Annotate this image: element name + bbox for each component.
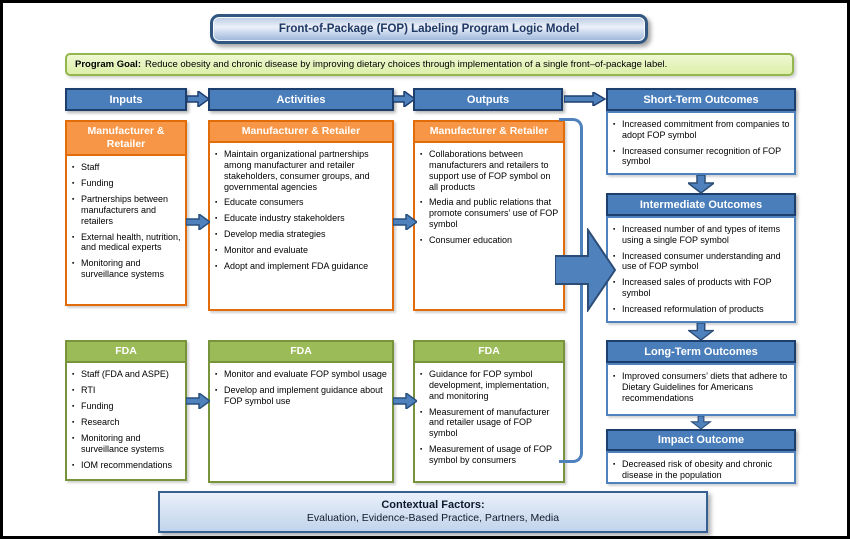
box-header: FDA (67, 342, 185, 363)
bullet-text: Monitor and evaluate (224, 245, 309, 256)
bullet-list (210, 363, 392, 414)
flow-header-inputs (65, 88, 187, 111)
bullet-icon: ▪ (420, 445, 423, 453)
flow-header-outputs-label: Outputs (466, 93, 510, 106)
bullet-icon: ▪ (72, 435, 75, 443)
list-item (420, 444, 560, 466)
outcome-header-impact (606, 429, 796, 451)
list-item (613, 371, 791, 403)
program-goal-text: Reduce obesity and chronic disease by improving dietary choices through implementation of a single front–of-package label. (145, 59, 668, 70)
list-item (72, 258, 182, 280)
list-item (72, 369, 182, 380)
list-item (613, 224, 791, 246)
bullet-icon: ▪ (613, 461, 616, 468)
bullet-text: IOM recommendations (81, 459, 173, 470)
bullet-text: Develop media strategies (224, 229, 326, 240)
bullet-text: Measurement of manufacturer and retailer usage of FOP symbol (429, 406, 550, 439)
contextual-factors-label: Contextual Factors: (381, 499, 485, 512)
bullet-icon: ▪ (72, 180, 75, 188)
list-item (215, 229, 389, 240)
list-item (215, 149, 389, 192)
outcome-body-intermediate (606, 216, 796, 323)
outcome-header-label: Impact Outcome (657, 434, 745, 446)
outcome-header-label: Intermediate Outcomes (639, 198, 763, 211)
box-outputs-manufacturer-retailer (413, 120, 565, 311)
bullet-list (210, 143, 392, 279)
list-item (420, 149, 560, 192)
bullet-text: Measurement of usage of FOP symbol by consumers (429, 443, 552, 465)
list-item (613, 251, 791, 273)
bullet-icon: ▪ (420, 236, 423, 244)
box-header: Manufacturer & Retailer (67, 122, 185, 156)
box-header: Manufacturer & Retailer (415, 122, 563, 143)
bullet-text: Educate industry stakeholders (224, 213, 345, 224)
list-item (420, 407, 560, 439)
bullet-list (608, 365, 794, 410)
list-item (72, 162, 182, 173)
list-item (72, 178, 182, 189)
list-item (72, 433, 182, 455)
bullet-text: RTI (81, 385, 96, 396)
bullet-text: Guidance for FOP symbol development, implementation, and monitoring (429, 369, 550, 401)
bullet-text: Funding (81, 178, 114, 189)
bullet-list (608, 453, 794, 488)
arrow-activities-to-outputs (393, 91, 415, 107)
box-header: FDA (415, 342, 563, 363)
bullet-icon: ▪ (215, 151, 218, 159)
bullet-icon: ▪ (613, 279, 616, 287)
list-item (72, 401, 182, 412)
bullet-text: Adopt and implement FDA guidance (224, 261, 369, 272)
list-item (72, 417, 182, 428)
arrow-intermediate-to-long-term (688, 323, 714, 340)
bullet-list (415, 143, 563, 253)
bullet-icon: ▪ (613, 147, 616, 155)
flow-header-activities (208, 88, 394, 111)
bullet-icon: ▪ (613, 226, 616, 233)
list-item (72, 194, 182, 226)
arrow-long-term-to-impact (688, 416, 714, 429)
list-item (613, 277, 791, 299)
bullet-icon: ▪ (72, 403, 75, 411)
list-item (72, 460, 182, 471)
bullet-text: Monitoring and surveillance systems (81, 433, 165, 454)
bullet-icon: ▪ (215, 199, 218, 207)
bullet-icon: ▪ (215, 387, 218, 395)
bullet-text: Decreased risk of obesity and chronic disease in the population (622, 459, 773, 480)
list-item (613, 119, 791, 141)
bullet-text: Develop and implement guidance about FOP symbol use (224, 385, 383, 406)
flow-header-outputs (413, 88, 563, 111)
bullet-icon: ▪ (215, 231, 218, 239)
arrow-short-term-to-intermediate (688, 175, 714, 193)
bullet-text: Educate consumers (224, 197, 304, 208)
bullet-icon: ▪ (72, 196, 75, 204)
bullet-icon: ▪ (215, 263, 218, 271)
program-goal-label: Program Goal: (75, 59, 141, 70)
bullet-list (415, 363, 563, 472)
bullet-icon: ▪ (72, 371, 75, 379)
bullet-icon: ▪ (72, 164, 75, 172)
arrow-inputs-to-activities (187, 91, 209, 107)
outcome-body-long-term (606, 363, 796, 416)
bullet-icon: ▪ (215, 215, 218, 223)
list-item (613, 146, 791, 168)
bullet-icon: ▪ (72, 260, 75, 268)
arrow-fda-inputs-to-activities (186, 393, 210, 409)
program-goal-bar (65, 53, 794, 76)
outcome-header-label: Short-Term Outcomes (643, 93, 759, 106)
list-item (215, 261, 389, 272)
list-item (215, 197, 389, 208)
bullet-text: Partnerships between manufacturers and retailers (81, 194, 169, 226)
list-item (215, 213, 389, 224)
bullet-text: Maintain organizational partnerships among manufacturer and retailer stakeholders, consumer groups, and governmental agencies (224, 149, 370, 192)
bullet-icon: ▪ (420, 371, 423, 379)
bullet-list (67, 363, 185, 478)
arrow-mr-activities-to-outputs (393, 214, 417, 230)
contextual-factors-box (158, 491, 708, 533)
page-title: Front-of-Package (FOP) Labeling Program Logic Model (278, 23, 580, 35)
bullet-text: Monitoring and surveillance systems (81, 258, 165, 280)
bullet-list (608, 113, 794, 174)
box-outputs-fda (413, 340, 565, 483)
box-activities-fda (208, 340, 394, 483)
arrow-outputs-to-short-term (564, 92, 606, 106)
bullet-text: Funding (81, 401, 114, 412)
bullet-text: Media and public relations that promote consumers’ use of FOP symbol (429, 197, 559, 229)
title-banner (210, 14, 648, 44)
arrow-fda-activities-to-outputs (393, 393, 417, 409)
list-item (613, 459, 791, 481)
bullet-list (67, 156, 185, 287)
bullet-text: Research (81, 417, 120, 428)
bullet-text: Increased consumer recognition of FOP symbol (622, 145, 781, 167)
arrow-outputs-to-intermediate (555, 228, 617, 312)
outcome-header-intermediate (606, 193, 796, 216)
box-header: Manufacturer & Retailer (210, 122, 392, 143)
bullet-text: Increased sales of products with FOP symbol (622, 277, 772, 298)
bullet-icon: ▪ (420, 151, 423, 159)
list-item (420, 197, 560, 229)
bullet-text: External health, nutrition, and medical experts (81, 231, 181, 253)
bullet-list (608, 218, 794, 322)
outcome-header-short-term (606, 88, 796, 111)
list-item (72, 232, 182, 254)
list-item (420, 235, 560, 246)
bullet-icon: ▪ (215, 371, 218, 379)
bullet-icon: ▪ (420, 199, 423, 207)
bullet-text: Increased reformulation of products (622, 303, 764, 314)
list-item (613, 304, 791, 315)
bullet-icon: ▪ (613, 121, 616, 128)
box-header: FDA (210, 342, 392, 363)
outcome-header-label: Long-Term Outcomes (644, 345, 758, 358)
bullet-icon: ▪ (72, 233, 75, 241)
bullet-text: Staff (FDA and ASPE) (81, 369, 169, 380)
bullet-text: Improved consumers’ diets that adhere to Dietary Guidelines for Americans recommendations (622, 371, 788, 403)
bullet-icon: ▪ (613, 305, 616, 313)
bullet-icon: ▪ (72, 461, 75, 469)
list-item (215, 369, 389, 380)
bullet-icon: ▪ (613, 373, 616, 380)
list-item (72, 385, 182, 396)
box-inputs-fda (65, 340, 187, 481)
outcome-body-impact (606, 451, 796, 484)
contextual-factors-text: Evaluation, Evidence-Based Practice, Partners, Media (306, 512, 560, 525)
bullet-text: Consumer education (429, 234, 513, 245)
box-activities-manufacturer-retailer (208, 120, 394, 311)
box-inputs-manufacturer-retailer (65, 120, 187, 306)
flow-header-inputs-label: Inputs (109, 93, 143, 106)
bullet-text: Increased consumer understanding and use of FOP symbol (622, 250, 781, 272)
outcome-header-long-term (606, 340, 796, 363)
bullet-icon: ▪ (72, 419, 75, 427)
arrow-mr-inputs-to-activities (186, 214, 210, 230)
list-item (215, 385, 389, 407)
bullet-text: Collaborations between manufacturers and retailers to support use of FOP symbol on all products (429, 149, 551, 192)
bullet-text: Increased commitment from companies to adopt FOP symbol (622, 119, 790, 140)
outcome-body-short-term (606, 111, 796, 175)
bullet-icon: ▪ (215, 247, 218, 255)
bullet-text: Staff (81, 162, 100, 173)
flow-header-activities-label: Activities (276, 93, 326, 106)
bullet-icon: ▪ (613, 252, 616, 260)
bullet-text: Increased number of and types of items using a single FOP symbol (622, 224, 781, 245)
list-item (215, 245, 389, 256)
bullet-text: Monitor and evaluate FOP symbol usage (224, 369, 387, 380)
list-item (420, 369, 560, 401)
bullet-icon: ▪ (420, 408, 423, 416)
bullet-icon: ▪ (72, 387, 75, 395)
